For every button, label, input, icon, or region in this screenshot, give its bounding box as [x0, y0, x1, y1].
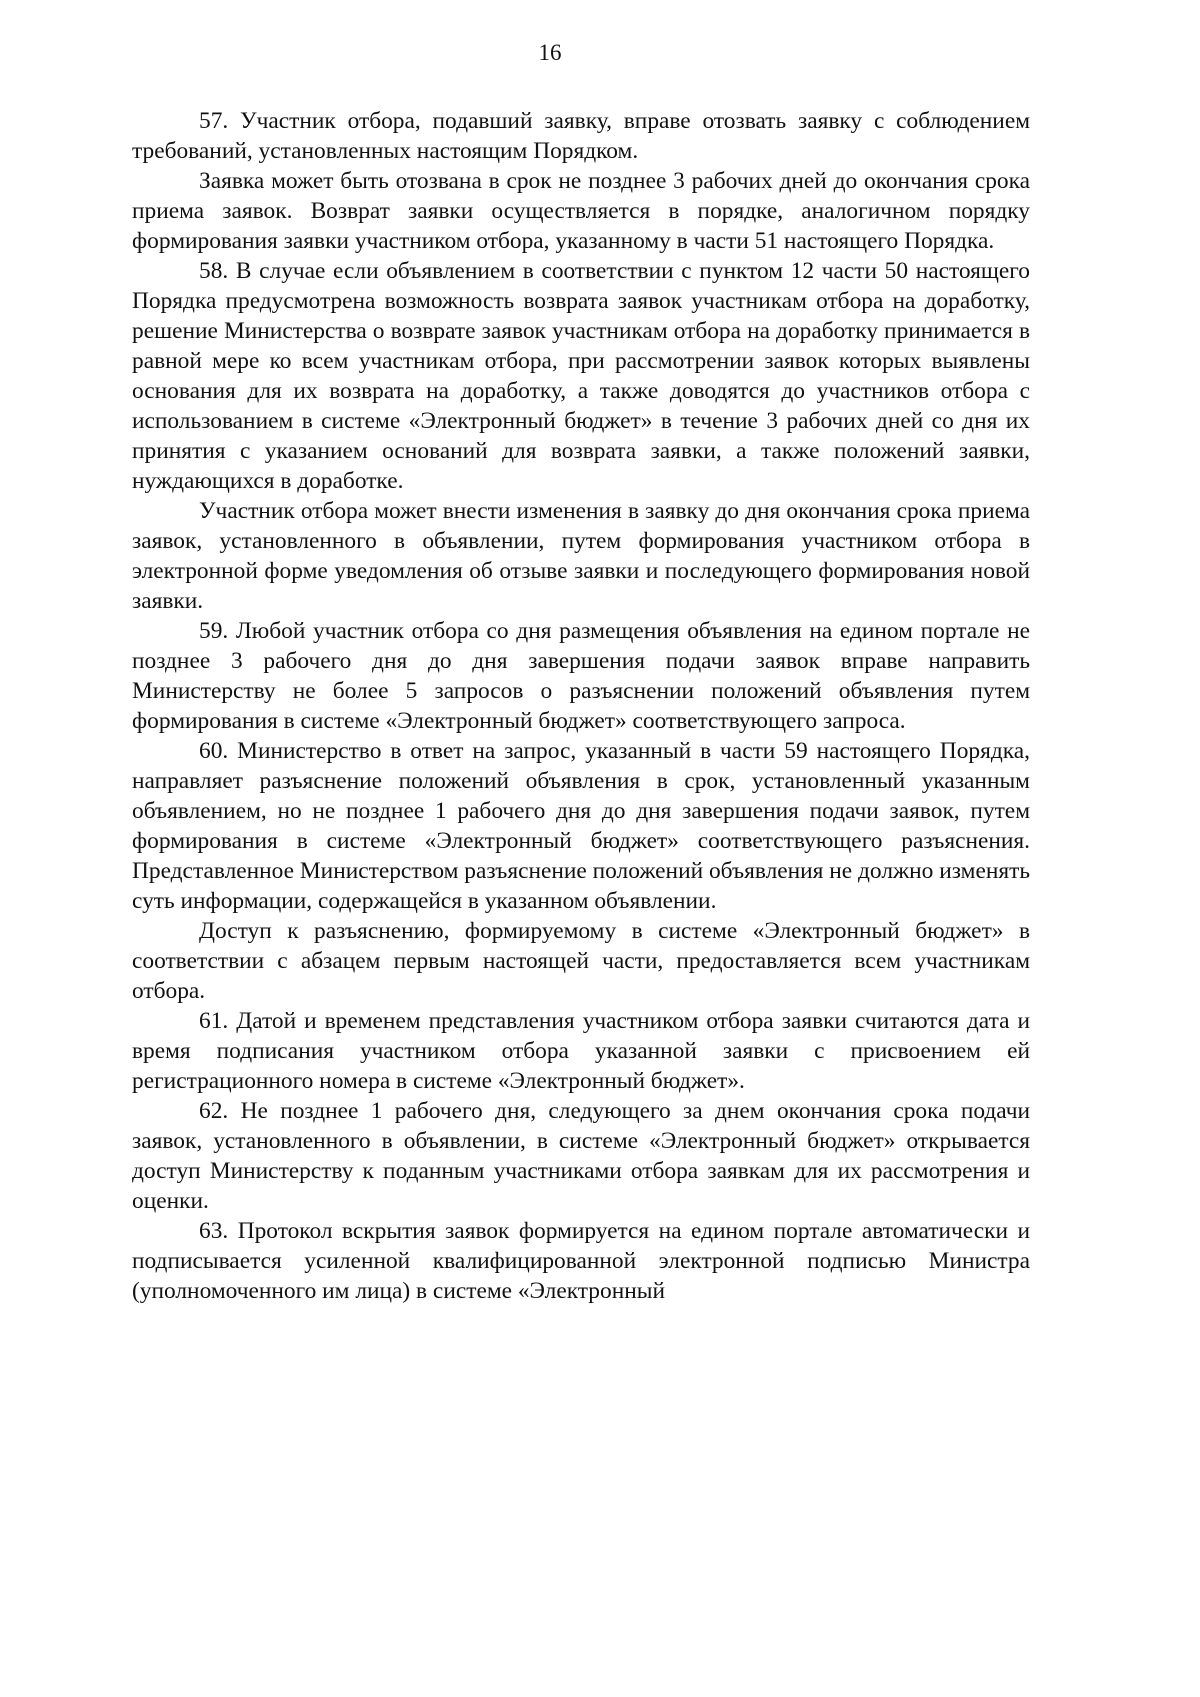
- paragraph-63: 63. Протокол вскрытия заявок формируется на едином портале автоматически и подписывается усиленной квалифицированной электронной подписью Министра (уполномоченного им лица) в системе «Электронный: [132, 1218, 1030, 1304]
- paragraph-57-withdrawal-term: Заявка может быть отозвана в срок не позднее 3 рабочих дней до окончания срока приема заявок. Возврат заявки осуществляется в порядке, аналогичном порядку формирования заявки участником отбора, указанному в части 51 настоящего Порядка.: [132, 168, 1030, 254]
- paragraph-57: 57. Участник отбора, подавший заявку, вправе отозвать заявку с соблюдением требований, установленных настоящим Порядком.: [132, 108, 1030, 164]
- paragraph-61: 61. Датой и временем представления участником отбора заявки считаются дата и время подписания участником отбора указанной заявки с присвоением ей регистрационного номера в системе «Электронный бюджет».: [132, 1008, 1030, 1094]
- paragraph-62: 62. Не позднее 1 рабочего дня, следующего за днем окончания срока подачи заявок, установленного в объявлении, в системе «Электронный бюджет» открывается доступ Министерству к поданным участниками отбора заявкам для их рассмотрения и оценки.: [132, 1098, 1030, 1214]
- paragraph-60: 60. Министерство в ответ на запрос, указанный в части 59 настоящего Порядка, направляет разъяснение положений объявления в срок, установленный указанным объявлением, но не позднее 1 рабочего дня до дня завершения подачи заявок, путем формирования в системе «Электронный бюджет» соответствующего разъяснения. Представленное Министерством разъяснение положений объявления не должно изменять суть информации, содержащейся в указанном объявлении.: [132, 738, 1030, 914]
- paragraph-58-changes: Участник отбора может внести изменения в заявку до дня окончания срока приема заявок, установленного в объявлении, путем формирования участником отбора в электронной форме уведомления об отзыве заявки и последующего формирования новой заявки.: [132, 498, 1030, 614]
- document-body: [132, 106, 1030, 1306]
- page-number: 16: [538, 40, 562, 65]
- paragraph-60-access: Доступ к разъяснению, формируемому в системе «Электронный бюджет» в соответствии с абзацем первым настоящей части, предоставляется всем участникам отбора.: [132, 918, 1030, 1004]
- paragraph-59: 59. Любой участник отбора со дня размещения объявления на едином портале не позднее 3 рабочего дня до дня завершения подачи заявок вправе направить Министерству не более 5 запросов о разъяснении положений объявления путем формирования в системе «Электронный бюджет» соответствующего запроса.: [132, 618, 1030, 734]
- paragraph-58: 58. В случае если объявлением в соответствии с пунктом 12 части 50 настоящего Порядка предусмотрена возможность возврата заявок участникам отбора на доработку, решение Министерства о возврате заявок участникам отбора на доработку принимается в равной мере ко всем участникам отбора, при рассмотрении заявок которых выявлены основания для их возврата на доработку, а также доводятся до участников отбора с использованием в системе «Электронный бюджет» в течение 3 рабочих дней со дня их принятия с указанием оснований для возврата заявки, а также положений заявки, нуждающихся в доработке.: [132, 258, 1030, 494]
